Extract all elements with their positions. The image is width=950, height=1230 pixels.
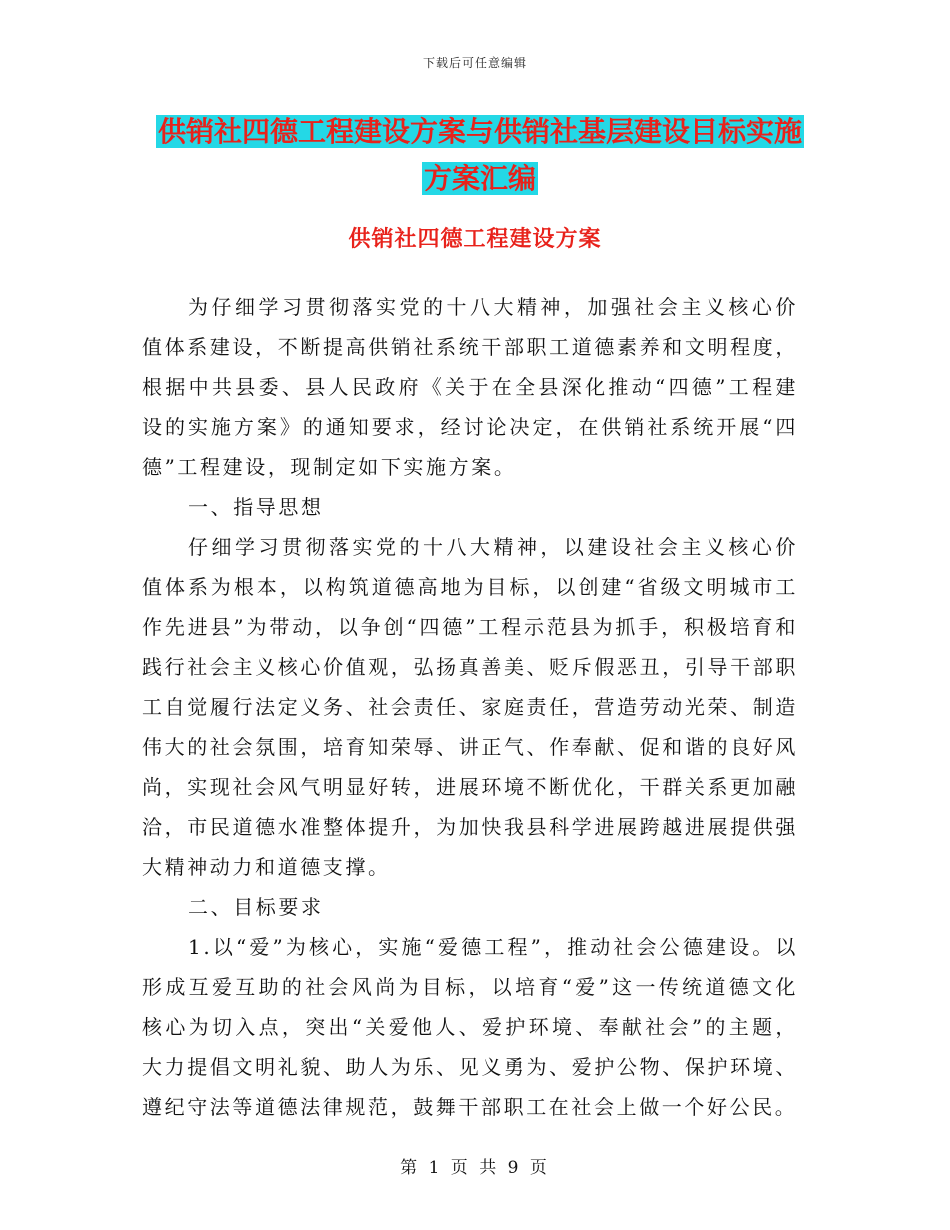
paragraph-intro: 为仔细学习贯彻落实党的十八大精神，加强社会主义核心价值体系建设，不断提高供销社系统干部职工道德素养和文明程度，根据中共县委、县人民政府《关于在全县深化推动“四德”工程建设的实施方案》的通知要求，经讨论决定，在供销社系统开展“四德”工程建设，现制定如下实施方案。 bbox=[142, 295, 798, 479]
title-line-1: 供销社四德工程建设方案与供销社基层建设目标实施 bbox=[157, 115, 802, 148]
document-title bbox=[140, 108, 820, 202]
heading-guiding-ideology: 一、指导思想 bbox=[188, 495, 324, 519]
paragraph-guiding-ideology: 仔细学习贯彻落实党的十八大精神，以建设社会主义核心价值体系为根本，以构筑道德高地为目标，以创建“省级文明城市工作先进县”为带动，以争创“四德”工程示范县为抓手，积极培育和践行社会主义核心价值观，弘扬真善美、贬斥假恶丑，引导干部职工自觉履行法定义务、社会责任、家庭责任，营造劳动光荣、制造伟大的社会氛围，培育知荣辱、讲正气、作奉献、促和谐的良好风尚，实现社会风气明显好转，进展环境不断优化，干群关系更加融洽，市民道德水准整体提升，为加快我县科学进展跨越进展提供强大精神动力和道德支撑。 bbox=[142, 535, 798, 879]
paragraph-goal-1: 1.以“爱”为核心，实施“爱德工程”，推动社会公德建设。以形成互爱互助的社会风尚为目标，以培育“爱”这一传统道德文化核心为切入点，突出“关爱他人、爱护环境、奉献社会”的主题，大力提倡文明礼貌、助人为乐、见义勇为、爱护公物、保护环境、遵纪守法等道德法律规范，鼓舞干部职工在社会上做一个好公民。 bbox=[142, 935, 798, 1119]
page-footer: 第 1 页 共 9 页 bbox=[400, 1158, 550, 1178]
section-title: 供销社四德工程建设方案 bbox=[348, 227, 602, 252]
heading-goals: 二、目标要求 bbox=[188, 895, 324, 919]
header-note: 下载后可任意编辑 bbox=[422, 56, 527, 70]
document-body bbox=[142, 287, 798, 1127]
title-line-2: 方案汇编 bbox=[423, 162, 536, 195]
